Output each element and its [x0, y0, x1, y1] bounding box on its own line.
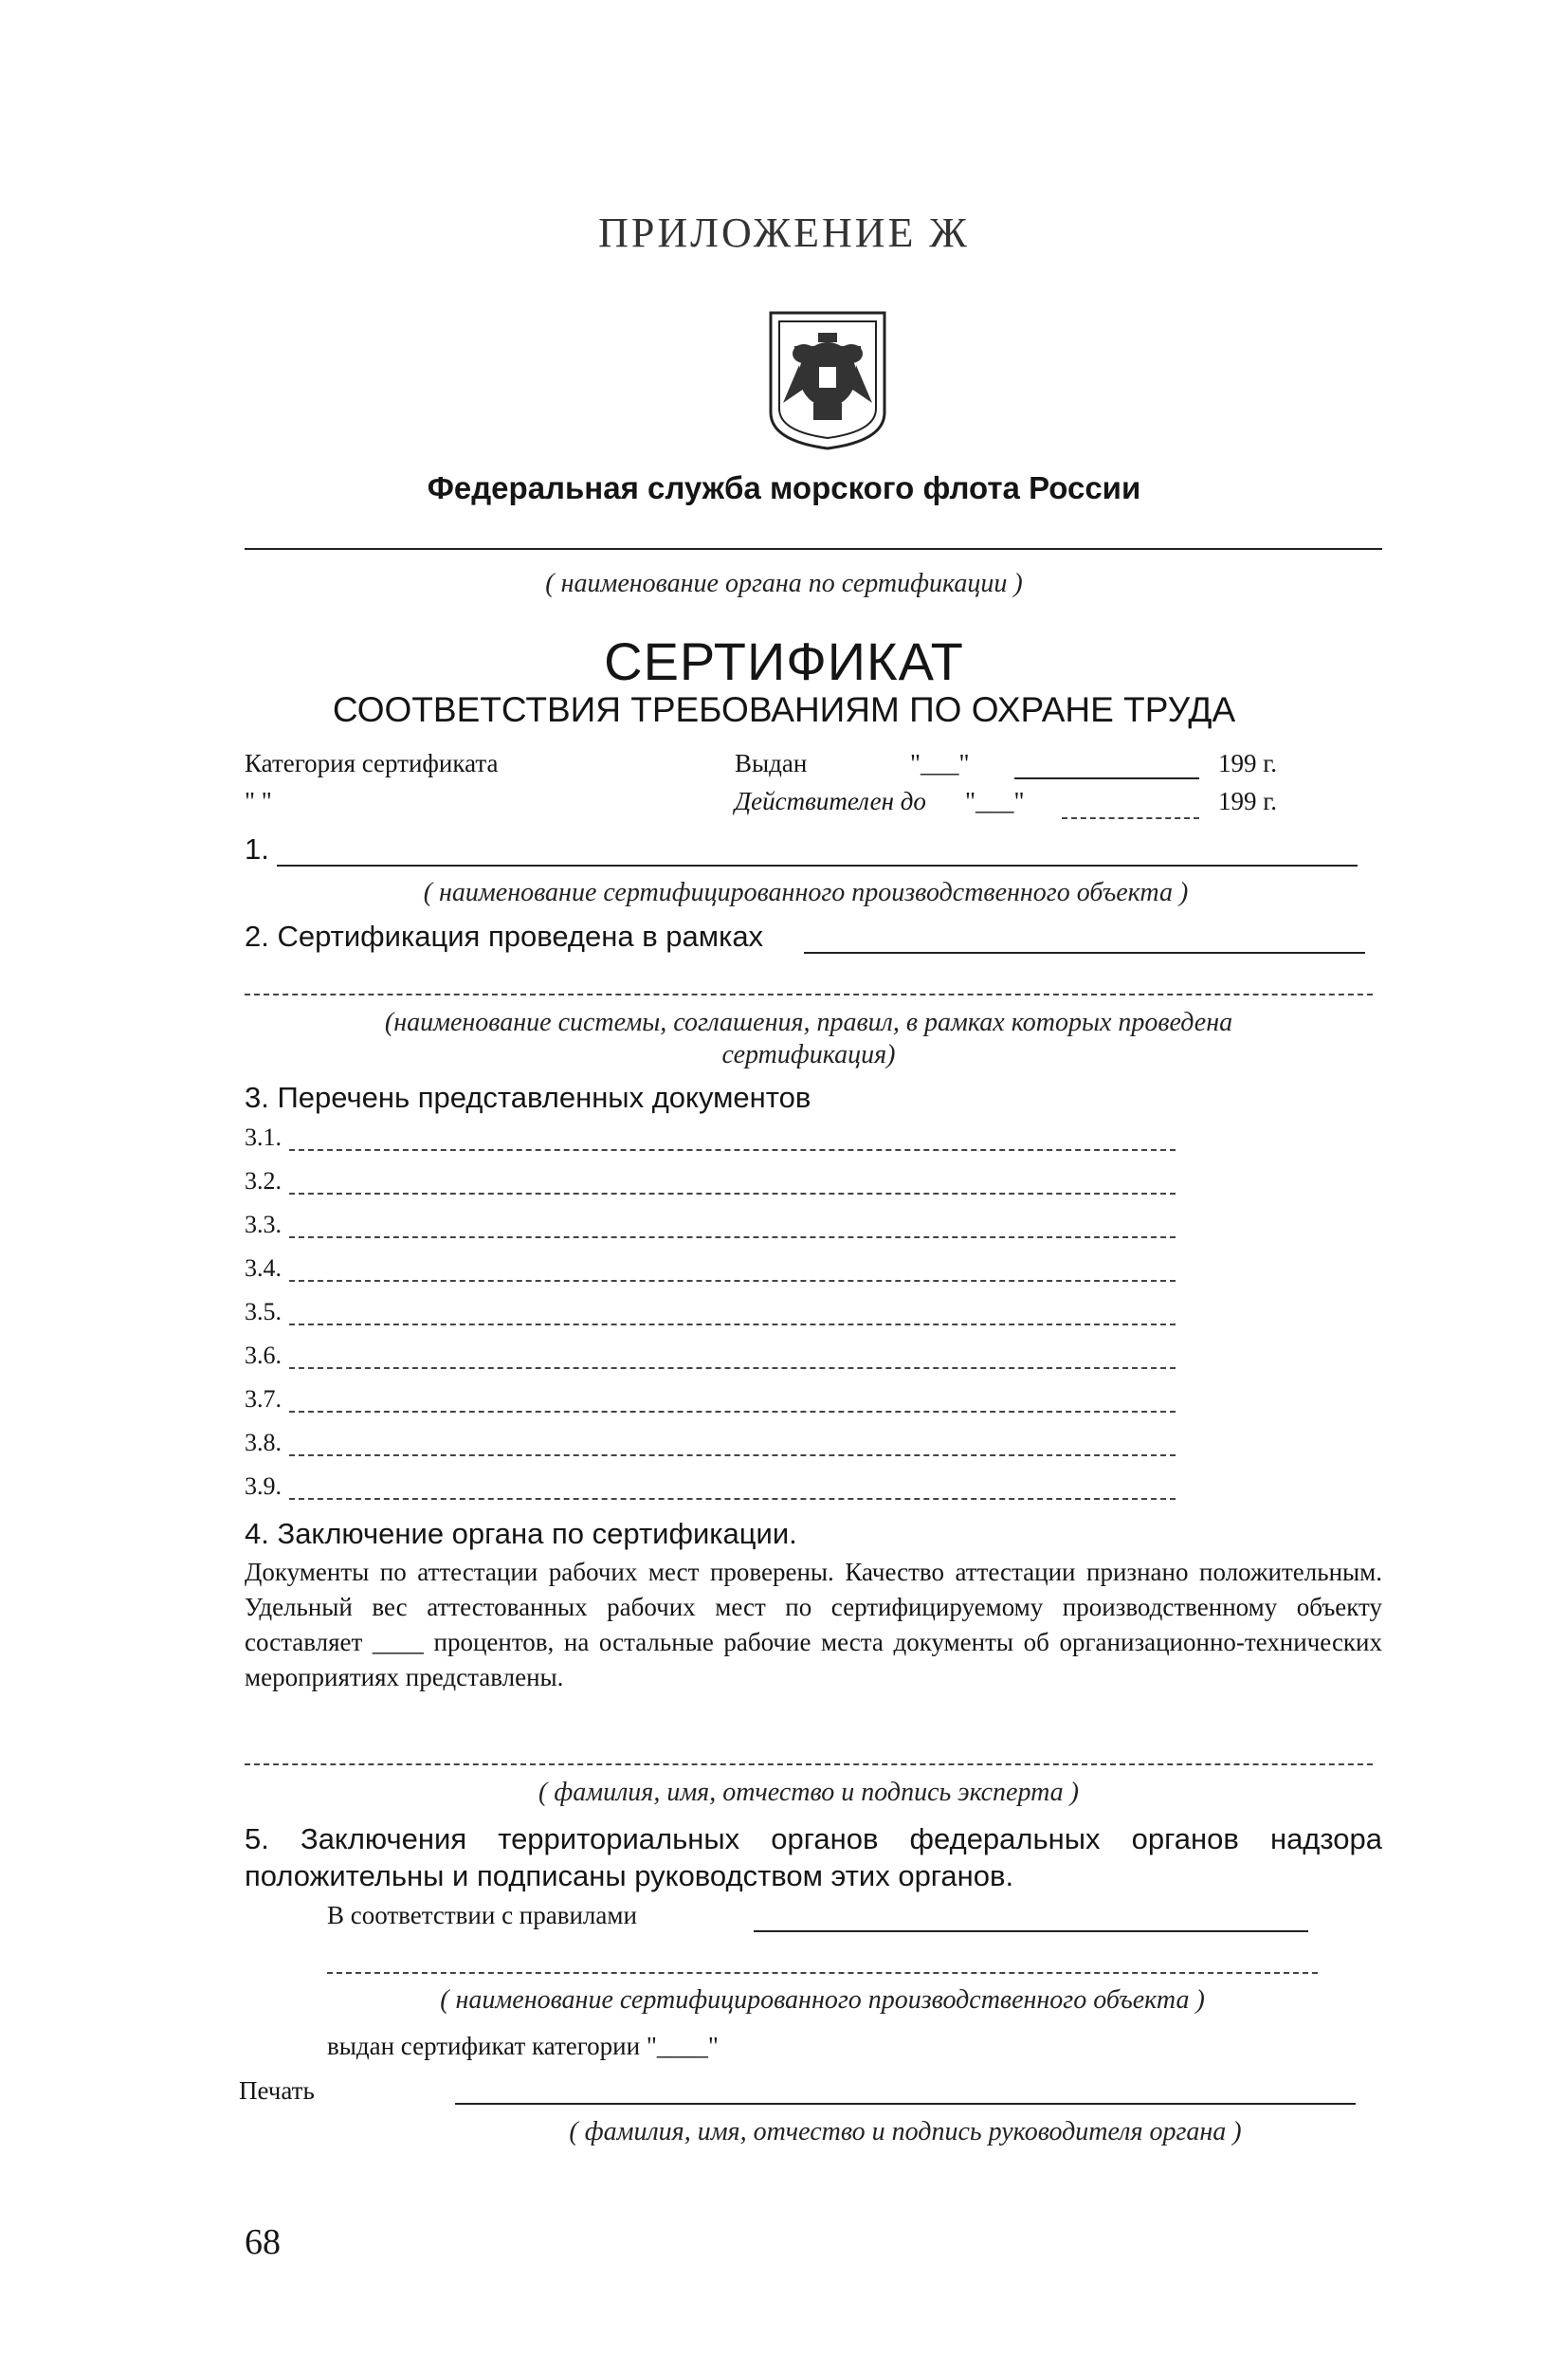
valid-month-line [1062, 817, 1199, 819]
valid-day: "___" [965, 787, 1025, 815]
section1-line [277, 865, 1358, 867]
section2-line-2 [245, 994, 1373, 995]
doc-item-label: 3.6. [245, 1342, 282, 1369]
doc-item-line [289, 1367, 1176, 1369]
section4-paragraph: Документы по аттестации рабочих мест проверены. Качество аттестации признано положительным. Удельный вес аттестованных рабочих мест по сертифицируемому производственному объекту составляет ____ процентов, на остальные рабочие места документы об организационно-технических мероприятиях представлены. [245, 1558, 1382, 1691]
section5-caption: ( наименование сертифицированного производственного объекта ) [440, 1985, 1205, 2015]
doc-item-line [289, 1411, 1176, 1413]
doc-item-line [289, 1236, 1176, 1238]
doc-item-line [289, 1280, 1176, 1282]
doc-item-line [289, 1498, 1176, 1500]
doc-item-label: 3.4. [245, 1254, 282, 1282]
section2-line [804, 952, 1365, 954]
head-signature-line [455, 2103, 1356, 2105]
doc-item-label: 3.5. [245, 1298, 282, 1325]
section5-paragraph: 5. Заключения территориальных органов федеральных органов надзора положительны и подписаны руководством этих органов. [245, 1822, 1382, 1892]
doc-item-label: 3.8. [245, 1429, 282, 1456]
doc-item-label: 3.2. [245, 1167, 282, 1195]
section2-text: 2. Сертификация проведена в рамках [245, 920, 764, 953]
according-rules-label: В соответствии с правилами [327, 1901, 637, 1929]
according-rules-line [754, 1930, 1308, 1932]
section1-number: 1. [245, 832, 269, 866]
section4-caption: ( фамилия, имя, отчество и подпись эксперта ) [538, 1778, 1079, 1807]
issued-day: "___" [910, 749, 970, 777]
section2-caption-2: сертификация) [721, 1040, 896, 1069]
agency-underline [245, 548, 1382, 550]
issued-month-line [1014, 777, 1199, 779]
page-number: 68 [245, 2222, 281, 2262]
section1-caption: ( наименование сертифицированного производственного объекта ) [423, 878, 1189, 907]
issued-certificate-category: выдан сертификат категории "____" [327, 2032, 719, 2060]
doc-item-line [289, 1149, 1176, 1151]
valid-year: 199 г. [1218, 787, 1278, 815]
section5-object-line [327, 1972, 1318, 1974]
section2-caption-1: (наименование системы, соглашения, правил, в рамках которых проведена [384, 1008, 1233, 1037]
doc-item-line [289, 1193, 1176, 1195]
agency-caption: ( наименование органа по сертификации ) [545, 569, 1023, 598]
certificate-subtitle: СООТВЕТСТВИЯ ТРЕБОВАНИЯМ ПО ОХРАНЕ ТРУДА [332, 690, 1236, 729]
expert-signature-line [245, 1763, 1373, 1765]
issued-label: Выдан [735, 749, 808, 777]
doc-item-label: 3.3. [245, 1211, 282, 1238]
certificate-title: СЕРТИФИКАТ [604, 631, 964, 691]
category-label: Категория сертификата [245, 749, 499, 777]
coat-of-arms-emblem [766, 308, 889, 450]
section5-signature-caption: ( фамилия, имя, отчество и подпись руководителя органа ) [569, 2117, 1242, 2146]
category-value: " " [245, 787, 272, 815]
section4-title: 4. Заключение органа по сертификации. [245, 1517, 797, 1550]
doc-item-line [289, 1324, 1176, 1325]
doc-item-label: 3.7. [245, 1385, 282, 1413]
stamp-label: Печать [239, 2076, 315, 2105]
doc-item-label: 3.1. [245, 1123, 282, 1151]
section3-title: 3. Перечень представленных документов [245, 1081, 811, 1114]
doc-item-label: 3.9. [245, 1472, 282, 1500]
doc-item-line [289, 1454, 1176, 1456]
issued-year: 199 г. [1218, 749, 1278, 777]
appendix-title: ПРИЛОЖЕНИЕ Ж [598, 210, 970, 256]
agency-name: Федеральная служба морского флота России [427, 470, 1141, 505]
valid-label: Действителен до [735, 787, 926, 815]
